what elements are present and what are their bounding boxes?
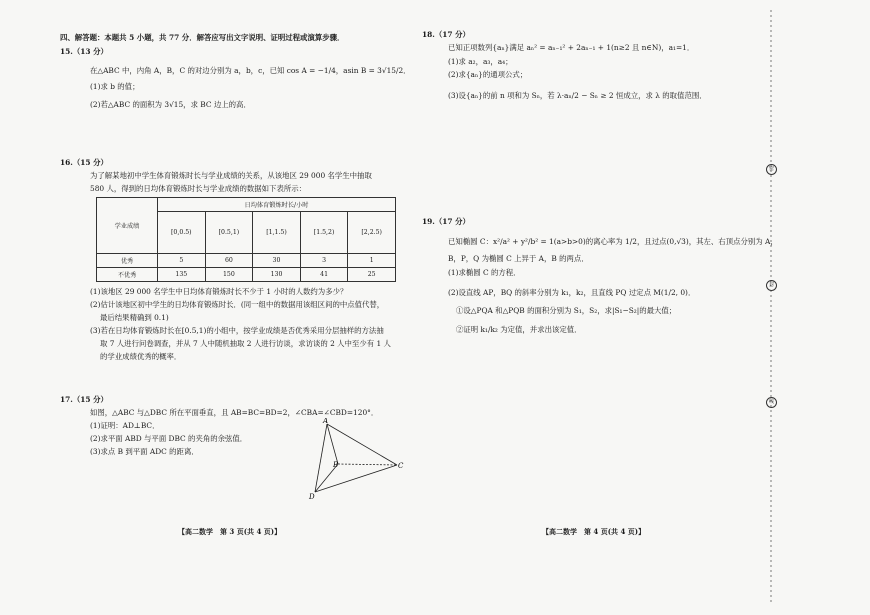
interval-1: [0,0.5) (158, 212, 206, 254)
q18-part1: (1)求 a₂，a₃，a₄； (448, 57, 513, 66)
table-row: 优秀 5 60 30 3 1 (97, 254, 396, 268)
q18-part3: (3)设{aₙ}的前 n 项和为 Sₙ，若 λ·aₙ/2 − Sₙ ≥ 2 恒成立，求 λ 的取值范围． (448, 91, 707, 100)
q19-title: 19.（17 分） (422, 217, 470, 226)
q16-part2-line2: 最后结果精确到 0.1) (100, 313, 169, 322)
q15-part2: (2)若△ABC 的面积为 3√15，求 BC 边上的高． (90, 100, 251, 109)
interval-4: [1.5,2) (300, 212, 348, 254)
label-d: D (309, 493, 315, 500)
page-3 (60, 0, 411, 615)
q18-title: 18.（17 分） (422, 30, 470, 39)
q19-part2-sub2: ②证明 k₁/k₂ 为定值，并求出该定值． (456, 325, 582, 334)
q17-part1: (1)证明：AD⊥BC． (90, 421, 160, 430)
q16-part1: (1)该地区 29 000 名学生中日均体育锻炼时长不少于 1 小时的人数约为多少？ (90, 287, 348, 296)
q16-data-table (96, 197, 396, 282)
q17-title: 17.（15 分） (60, 395, 108, 404)
q15-title: 15.（13 分） (60, 47, 108, 56)
q17-stem: 如图，△ABC 与△DBC 所在平面垂直，且 AB=BC=BD=2，∠CBA=∠CBD=120°． (90, 408, 379, 417)
tetrahedron-figure (305, 418, 405, 500)
q19-part1: (1)求椭圆 C 的方程． (448, 268, 521, 277)
q15-part1: (1)求 b 的值； (90, 82, 140, 91)
q19-stem-line1: 已知椭圆 C：x²/a² + y²/b² = 1(a>b>0)的离心率为 1/2，且过点(0,√3)，其左、右顶点分别为 A， (448, 237, 778, 246)
page-3-footer: 【高二数学 第 3 页(共 4 页)】 (178, 527, 282, 536)
binding-line (760, 0, 800, 615)
seal-mark: 密 (766, 164, 777, 175)
q16-stem-line2: 580 人，得到的日均体育锻炼时长与学业成绩的数据如下表所示： (90, 184, 307, 193)
q17-part3: (3)求点 B 到平面 ADC 的距离． (90, 447, 199, 456)
q18-stem: 已知正项数列{aₙ}满足 aₙ² = aₙ₋₁² + 2aₙ₋₁ + 1(n≥2 且 n∈N)，a₁=1． (448, 43, 695, 52)
seal-mark: 线 (766, 397, 777, 408)
page-4 (422, 0, 782, 615)
page-4-footer: 【高二数学 第 4 页(共 4 页)】 (542, 527, 646, 536)
q18-part2: (2)求{aₙ}的通项公式； (448, 70, 528, 79)
q16-part3-line2: 取 7 人进行问卷调查，并从 7 人中随机抽取 2 人进行访谈，求访谈的 2 人中至少有 1 人 (100, 339, 391, 348)
interval-3: [1,1.5) (253, 212, 301, 254)
label-c: C (398, 462, 404, 470)
q16-title: 16.（15 分） (60, 158, 108, 167)
q16-stem-line1: 为了解某地初中学生体育锻炼时长与学业成绩的关系，从该地区 29 000 名学生中抽取 (90, 171, 372, 180)
section-header: 四、解答题：本题共 5 小题，共 77 分．解答应写出文字说明、证明过程或演算步骤． (60, 33, 345, 42)
table-row: 不优秀 135 150 130 41 25 (97, 268, 396, 282)
q16-part3-line1: (3)若在日均体育锻炼时长在[0.5,1)的小组中，按学业成绩是否优秀采用分层抽样的方法抽 (90, 326, 384, 335)
q19-stem-line2: B，P，Q 为椭圆 C 上异于 A，B 的两点． (448, 254, 589, 263)
q16-part2-line1: (2)估计该地区初中学生的日均体育锻炼时长．(同一组中的数据用该组区间的中点值代替， (90, 300, 385, 309)
interval-5: [2,2.5) (348, 212, 396, 254)
q19-part2: (2)设直线 AP，BQ 的斜率分别为 k₁，k₂，且直线 PQ 过定点 M(1/2, 0)． (448, 288, 696, 297)
label-a: A (323, 418, 329, 425)
table-header-top: 日均体育锻炼时长/小时 (158, 198, 396, 212)
table-row-header: 学业成绩 (97, 198, 158, 254)
label-b: B (333, 461, 339, 469)
q15-stem: 在△ABC 中，内角 A，B，C 的对边分别为 a，b，c，已知 cos A = −1/4，asin B = 3√15/2． (90, 66, 411, 75)
q19-part2-sub1: ①设△PQA 和△PQB 的面积分别为 S₁，S₂，求|S₁−S₂|的最大值； (456, 306, 677, 315)
q17-part2: (2)求平面 ABD 与平面 DBC 的夹角的余弦值． (90, 434, 248, 443)
interval-2: [0.5,1) (205, 212, 253, 254)
q16-part3-line3: 的学业成绩优秀的概率． (100, 352, 182, 361)
seal-mark: 封 (766, 280, 777, 291)
